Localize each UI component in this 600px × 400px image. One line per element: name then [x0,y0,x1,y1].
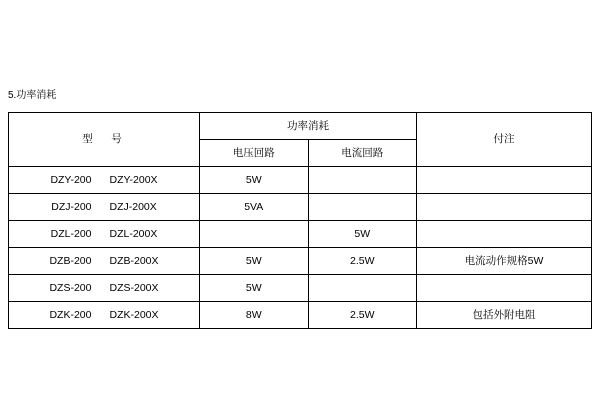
cell-model [9,302,200,329]
cell-model [9,275,200,302]
cell-current [308,167,417,194]
cell-voltage: 5W [200,248,309,275]
cell-note [417,194,592,221]
cell-voltage: 5W [200,167,309,194]
model-code-a: DZS-200 [49,281,92,294]
table-row [9,248,592,275]
table-row [9,221,592,248]
header-model: 型 号 [9,113,200,167]
model-code-b: DZK-200X [109,308,159,321]
cell-voltage: 5VA [200,194,309,221]
header-note: 付注 [417,113,592,167]
table-header-row-1 [9,113,592,140]
header-power-group: 功率消耗 [200,113,417,140]
power-consumption-table-wrapper [8,112,592,329]
model-code-a: DZB-200 [49,254,92,267]
model-code-b: DZJ-200X [109,200,157,213]
model-code-a: DZY-200 [50,173,92,186]
cell-note: 电流动作规格5W [417,248,592,275]
cell-note: 包括外附电阻 [417,302,592,329]
model-code-b: DZL-200X [109,227,158,240]
cell-current: 2.5W [308,248,417,275]
table-row [9,167,592,194]
header-current-circuit: 电流回路 [308,140,417,167]
cell-note [417,167,592,194]
cell-note [417,221,592,248]
cell-voltage: 8W [200,302,309,329]
model-code-a: DZL-200 [50,227,92,240]
cell-voltage: 5W [200,275,309,302]
cell-current: 2.5W [308,302,417,329]
cell-voltage [200,221,309,248]
model-code-a: DZJ-200 [51,200,92,213]
cell-model [9,194,200,221]
power-consumption-table [8,112,592,329]
cell-current: 5W [308,221,417,248]
cell-model [9,167,200,194]
cell-current [308,194,417,221]
model-code-a: DZK-200 [49,308,92,321]
model-code-b: DZS-200X [109,281,159,294]
header-voltage-circuit: 电压回路 [200,140,309,167]
table-row [9,194,592,221]
cell-model [9,221,200,248]
model-code-b: DZB-200X [109,254,159,267]
table-row [9,302,592,329]
table-row [9,275,592,302]
cell-model [9,248,200,275]
cell-note [417,275,592,302]
cell-current [308,275,417,302]
model-code-b: DZY-200X [109,173,158,186]
section-title: 5.功率消耗 [8,90,57,101]
